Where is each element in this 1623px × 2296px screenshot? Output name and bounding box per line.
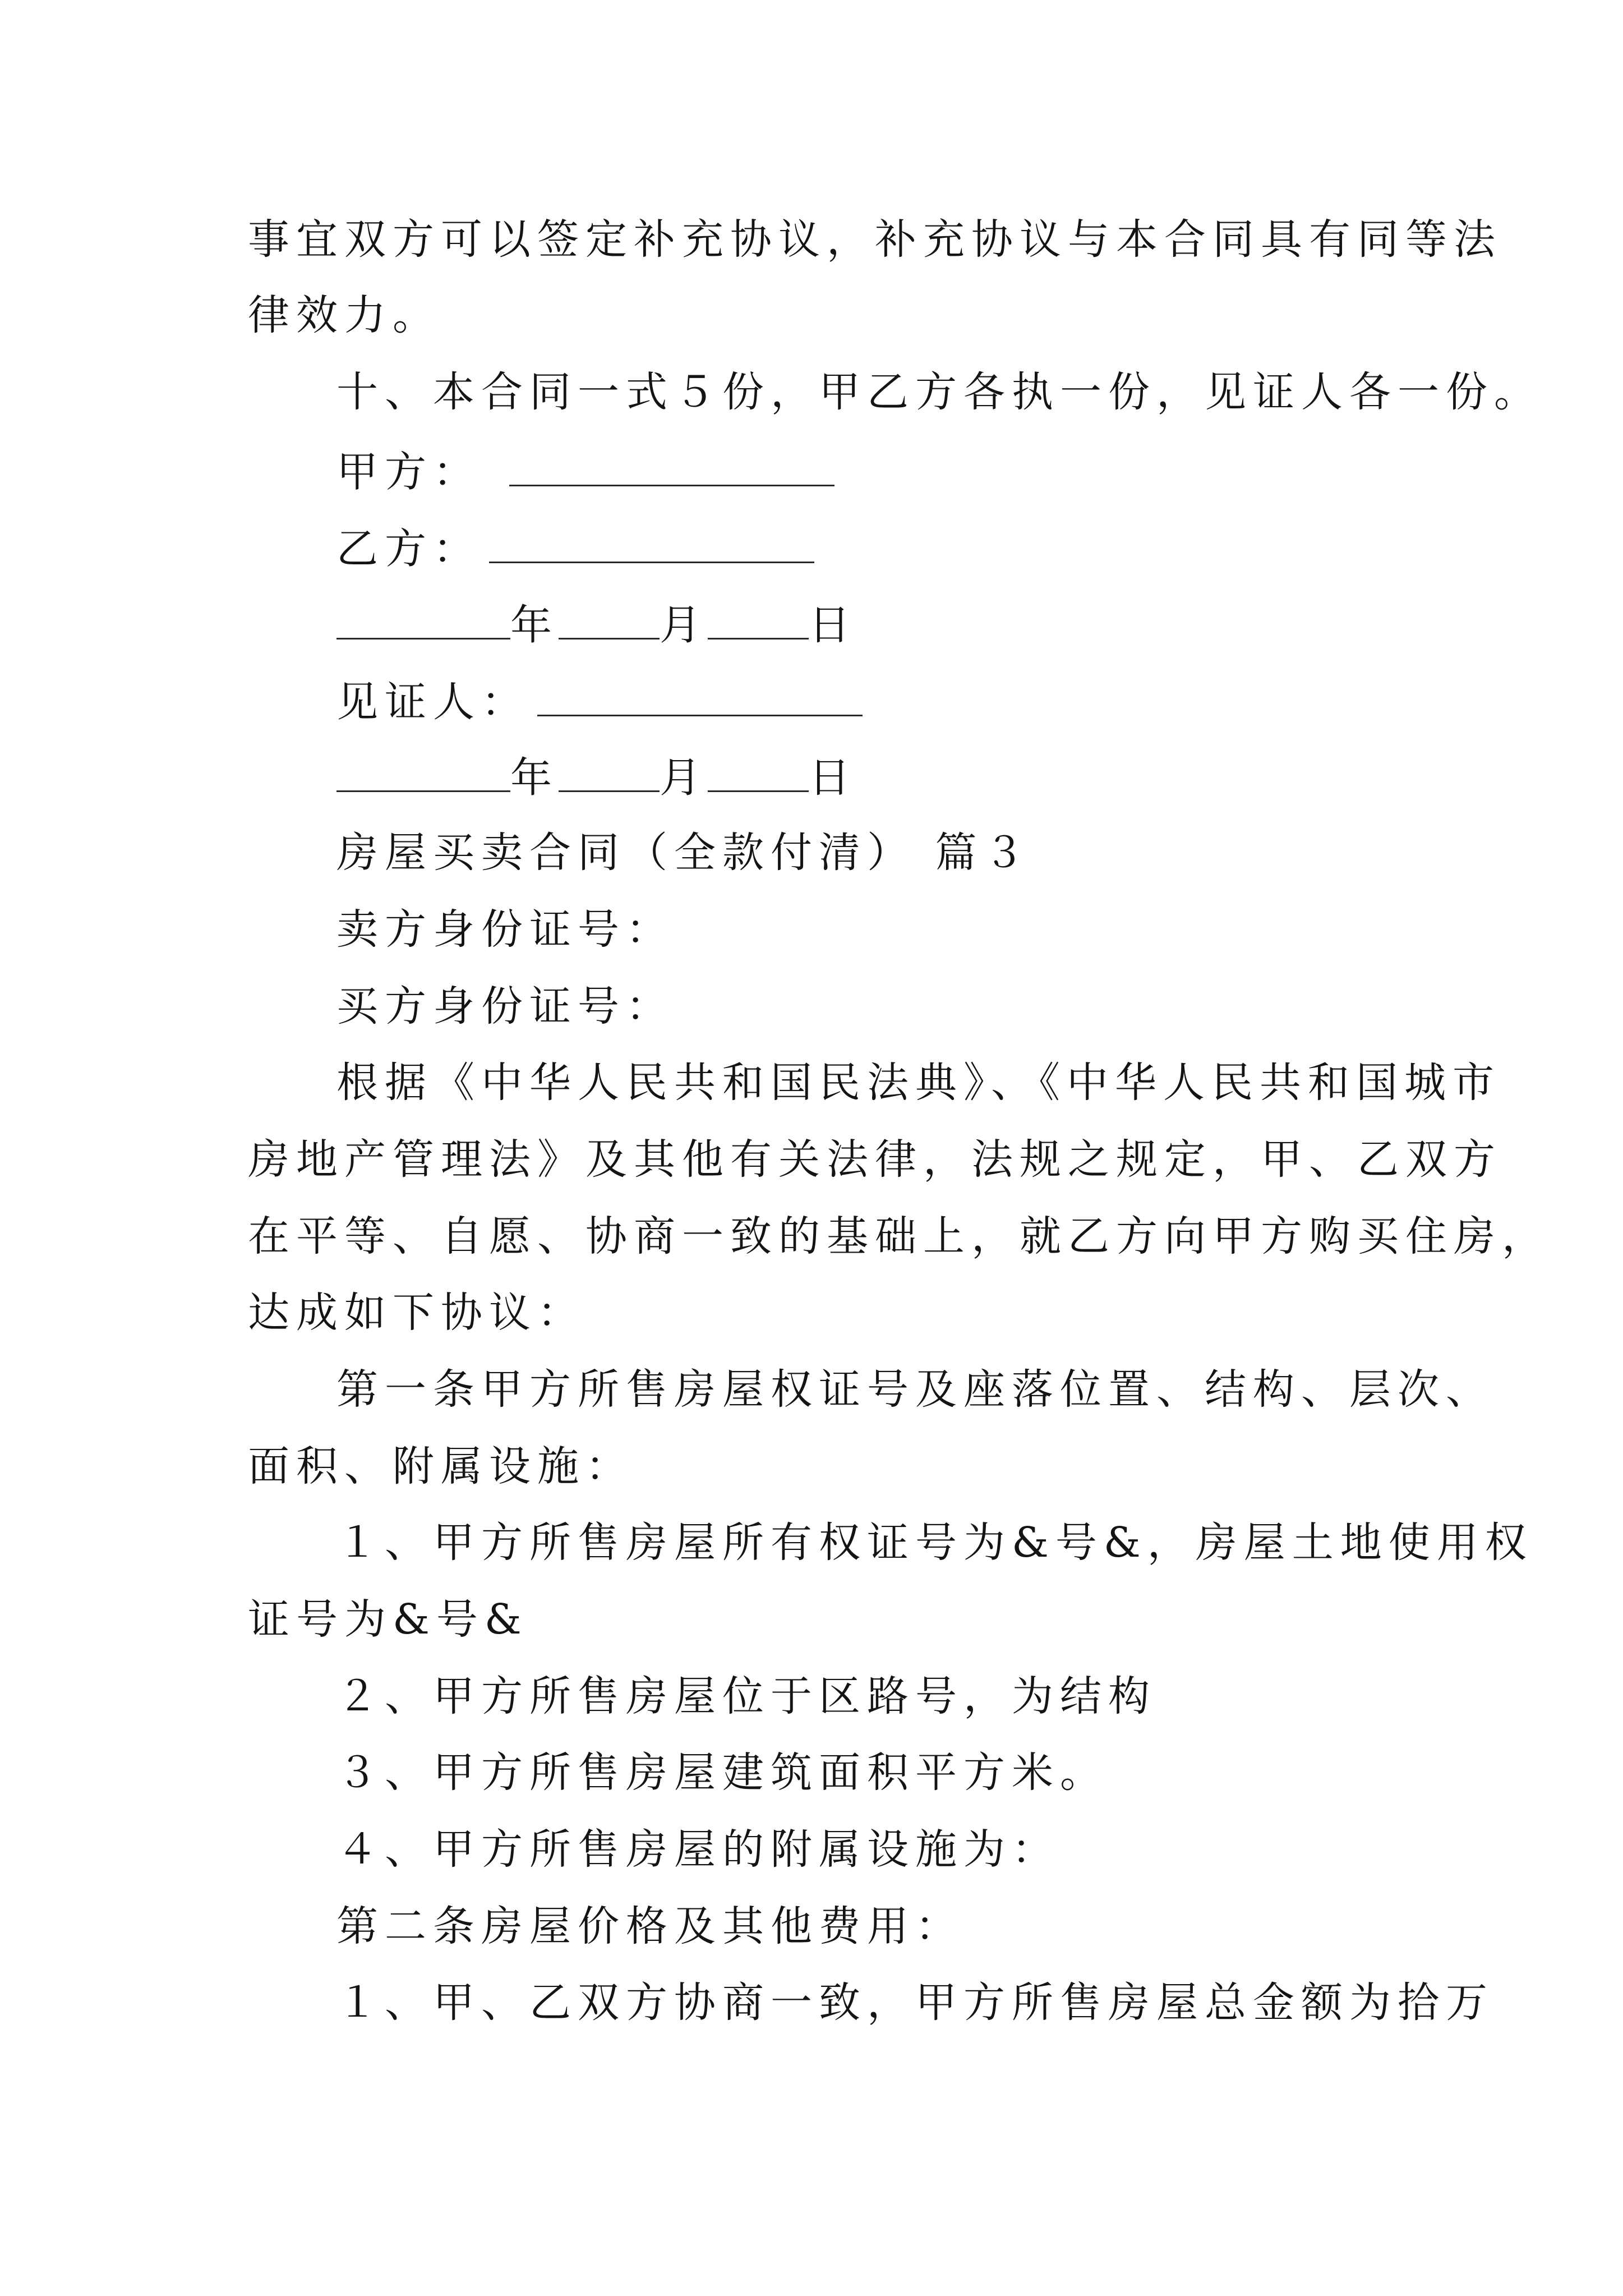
month-label: 月 [660, 601, 708, 650]
year-label: 年 [510, 601, 559, 650]
date-line [336, 601, 857, 650]
date-line [336, 753, 857, 802]
party-a-signature-line [336, 448, 834, 496]
text-line: 在平等、自愿、协商一致的基础上，就乙方向甲方购买住房， [248, 1212, 1550, 1260]
month-blank [559, 602, 660, 639]
list-item: ３、甲方所售房屋建筑面积平方米。 [336, 1749, 1108, 1797]
day-blank [708, 754, 809, 792]
year-blank [336, 602, 510, 639]
text-line: 面积、附属设施： [248, 1442, 634, 1490]
list-item: ４、甲方所售房屋的附属设施为： [336, 1825, 1060, 1874]
seller-id-line: 卖方身份证号： [336, 905, 674, 954]
text-line: 房地产管理法》及其他有关法律，法规之规定，甲、乙双方 [248, 1135, 1502, 1184]
year-blank [336, 754, 510, 792]
witness-blank [537, 679, 863, 716]
text-line: 事宜双方可以签定补充协议，补充协议与本合同具有同等法 [248, 215, 1502, 264]
party-b-blank [489, 526, 814, 563]
party-a-blank [509, 449, 834, 486]
article-two: 第二条房屋价格及其他费用： [336, 1902, 963, 1950]
text-line: 根据《中华人民共和国民法典》、《中华人民共和国城市 [336, 1059, 1501, 1107]
buyer-id-line: 买方身份证号： [336, 982, 674, 1030]
party-b-label: 乙方： [336, 524, 481, 573]
witness-label: 见证人： [336, 678, 529, 726]
list-item: １、甲、乙双方协商一致，甲方所售房屋总金额为拾万 [336, 1978, 1494, 2027]
text-line: 律效力。 [248, 291, 441, 339]
list-item: ２、甲方所售房屋位于区路号，为结构 [336, 1672, 1156, 1720]
party-b-signature-line [336, 524, 814, 573]
month-blank [559, 754, 660, 792]
day-label: 日 [809, 601, 857, 650]
party-a-label: 甲方： [336, 448, 481, 496]
witness-signature-line [336, 678, 863, 726]
year-label: 年 [510, 753, 559, 802]
clause-ten: 十、本合同一式５份，甲乙方各执一份，见证人各一份。 [336, 368, 1542, 416]
text-line: 证号为&号& [248, 1595, 528, 1644]
day-label: 日 [809, 753, 857, 802]
article-one: 第一条甲方所售房屋权证号及座落位置、结构、层次、 [336, 1365, 1494, 1414]
day-blank [708, 602, 809, 639]
list-item: １、甲方所售房屋所有权证号为&号&，房屋土地使用权 [336, 1519, 1533, 1567]
text-line: 达成如下协议： [248, 1289, 585, 1337]
section-heading: 房屋买卖合同（全款付清） 篇３ [336, 829, 1032, 877]
month-label: 月 [660, 753, 708, 802]
